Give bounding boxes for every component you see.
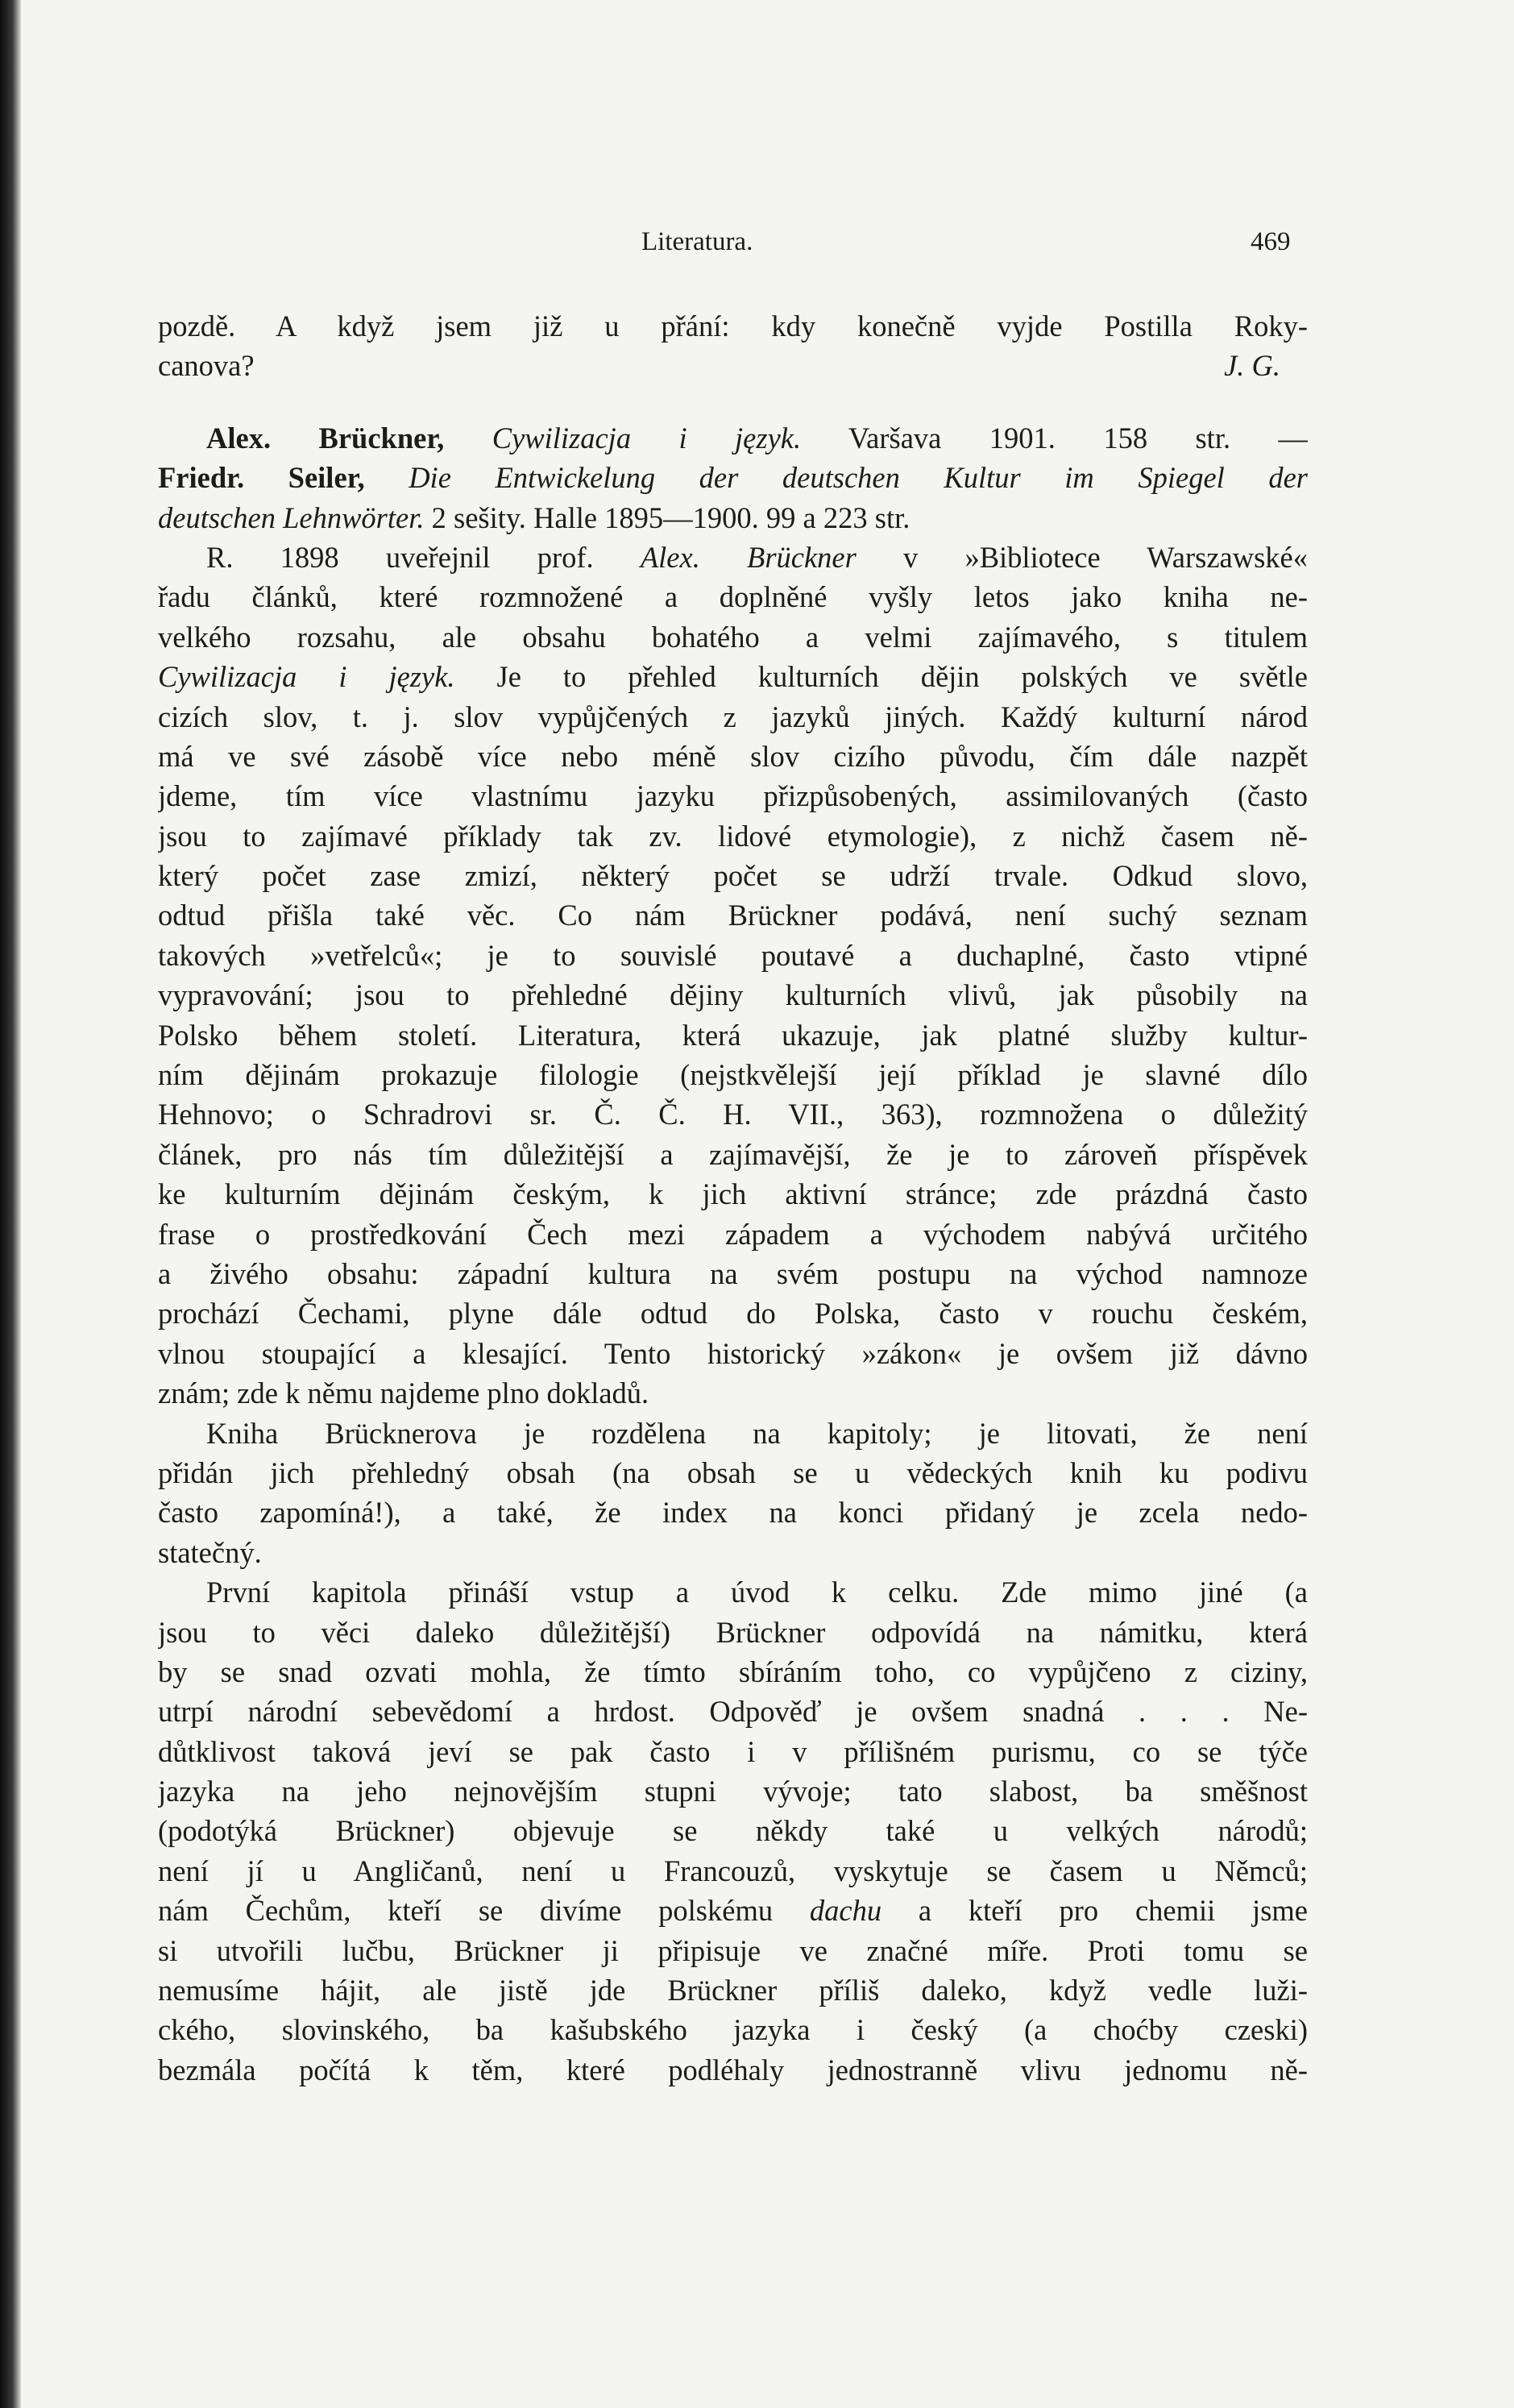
text-fragment: nám Čechům, kteří se divíme polskému: [158, 1894, 774, 1928]
text-line: (podotýká Brückner) objevuje se někdy také u velkých národů;: [158, 1814, 1308, 1848]
citation-line: [158, 498, 1308, 538]
text-line: [158, 1891, 1308, 1930]
text-line: Kniha Brücknerova je rozdělena na kapitoly; je litovati, že není: [206, 1416, 1308, 1450]
text-fragment: canova?: [158, 349, 255, 383]
text-line: řadu článků, které rozmnožené a doplněné vyšly letos jako kniha ne-: [158, 580, 1308, 614]
text-line: statečný.: [158, 1535, 262, 1569]
body-text: [158, 306, 1308, 2090]
text-line: nemusíme hájit, ale jistě jde Brückner příliš daleko, když vedle luži-: [158, 1974, 1308, 2007]
text-line: má ve své zásobě více nebo méně slov cizího původu, čím dále nazpět: [158, 739, 1308, 773]
text-line: a živého obsahu: západní kultura na svém postupu na východ namnoze: [158, 1256, 1308, 1290]
page-header: [21, 227, 1514, 263]
citation-author: Friedr. Seiler,: [158, 461, 365, 495]
text-line: pozdě. A když jsem již u přání: kdy konečně vyjde Postilla Roky-: [158, 309, 1308, 343]
text-line: článek, pro nás tím důležitější a zajímavější, že je to zároveň příspěvek: [158, 1137, 1308, 1171]
text-line: důtklivost taková jeví se pak často i v přílišném purismu, co se týče: [158, 1734, 1308, 1768]
citation-publication: 2 sešity. Halle 1895—1900. 99 a 223 str.: [431, 500, 910, 534]
text-line: jazyka na jeho nejnovějším stupni vývoje; tato slabost, ba směšnost: [158, 1775, 1308, 1808]
citation-title: Cywilizacja i język.: [492, 421, 802, 455]
text-line: ckého, slovinského, ba kašubského jazyka i český (a choćby czeski): [158, 2013, 1308, 2047]
text-line: Hehnovo; o Schradrovi sr. Č. Č. H. VII., 363), rozmnožena o důležitý: [158, 1098, 1308, 1131]
text-line: jdeme, tím více vlastnímu jazyku přizpůsobených, assimilovaných (často: [158, 779, 1308, 813]
text-line: si utvořili lučbu, Brückner ji připisuje ve značné míře. Proti tomu se: [158, 1933, 1308, 1967]
text-line: který počet zase zmizí, některý počet se udrží trvale. Odkud slovo,: [158, 859, 1308, 893]
citation-title: deutschen Lehnwörter.: [158, 500, 425, 534]
text-fragment: R. 1898 uveřejnil prof.: [206, 540, 594, 574]
citation-line: [158, 418, 1308, 458]
text-line: velkého rozsahu, ale obsahu bohatého a velmi zajímavého, s titulem: [158, 620, 1308, 654]
text-line: cizích slov, t. j. slov vypůjčených z jazyků jiných. Každý kulturní národ: [158, 700, 1308, 733]
signature: J. G.: [1224, 349, 1280, 383]
text-fragment: v »Bibliotece Warszawské«: [903, 540, 1308, 574]
text-line: odtud přišla také věc. Co nám Brückner podává, není suchý seznam: [158, 899, 1308, 932]
foreign-word: dachu: [809, 1894, 882, 1928]
text-line: ním dějinám prokazuje filologie (nejstkvělejší její příklad je slavné dílo: [158, 1058, 1308, 1092]
running-title: Literatura.: [641, 227, 753, 256]
text-line: [158, 657, 1308, 696]
book-page: [21, 0, 1514, 2408]
text-line: vypravování; jsou to přehledné dějiny kulturních vlivů, jak působily na: [158, 978, 1308, 1012]
text-line: utrpí národní sebevědomí a hrdost. Odpověď je ovšem snadná . . . Ne-: [158, 1695, 1308, 1729]
text-line: jsou to zajímavé příklady tak zv. lidové etymologie), z nichž časem ně-: [158, 819, 1308, 853]
text-line: První kapitola přináší vstup a úvod k celku. Zde mimo jiné (a: [206, 1576, 1308, 1609]
page-number: 469: [1251, 227, 1291, 256]
text-line: ke kulturním dějinám českým, k jich aktivní stránce; zde prázdná často: [158, 1177, 1308, 1211]
section-gap: [158, 386, 1308, 418]
text-line: takových »vetřelců«; je to souvislé poutavé a duchaplné, často vtipné: [158, 938, 1308, 972]
citation-author: Alex. Brückner,: [206, 421, 445, 455]
citation-line: [158, 458, 1308, 497]
text-line: vlnou stoupající a klesající. Tento historický »zákon« je ovšem již dávno: [158, 1336, 1308, 1370]
text-line: frase o prostředkování Čech mezi západem a východem nabývá určitého: [158, 1217, 1308, 1251]
text-fragment: a kteří pro chemii jsme: [918, 1894, 1308, 1928]
scan-edge: [0, 0, 21, 2408]
citation-publication: Varšava 1901. 158 str. —: [848, 421, 1308, 455]
author-name: Alex. Brückner: [640, 540, 857, 574]
book-title: Cywilizacja i język.: [158, 660, 455, 694]
text-fragment: Je to přehled kulturních dějin polských ve světle: [496, 660, 1308, 694]
text-line: jsou to věci daleko důležitější) Brückner odpovídá na námitku, která: [158, 1615, 1308, 1649]
text-line: není jí u Angličanů, není u Francouzů, vyskytuje se časem u Němců;: [158, 1854, 1308, 1887]
text-line: by se snad ozvati mohla, že tímto sbíráním toho, co vypůjčeno z ciziny,: [158, 1654, 1308, 1688]
text-line: prochází Čechami, plyne dále odtud do Polska, často v rouchu českém,: [158, 1297, 1308, 1331]
text-line: přidán jich přehledný obsah (na obsah se u vědeckých knih ku podivu: [158, 1455, 1308, 1489]
text-line: [158, 538, 1308, 577]
text-line: [158, 346, 1308, 385]
citation-title: Die Entwickelung der deutschen Kultur im Spiegel der: [409, 461, 1308, 495]
text-line: Polsko během století. Literatura, která ukazuje, jak platné služby kultur-: [158, 1018, 1308, 1052]
text-line: bezmála počítá k těm, které podléhaly jednostranně vlivu jednomu ně-: [158, 2053, 1308, 2086]
text-line: často zapomíná!), a také, že index na konci přidaný je zcela nedo-: [158, 1496, 1308, 1530]
text-line: znám; zde k němu najdeme plno dokladů.: [158, 1376, 649, 1410]
